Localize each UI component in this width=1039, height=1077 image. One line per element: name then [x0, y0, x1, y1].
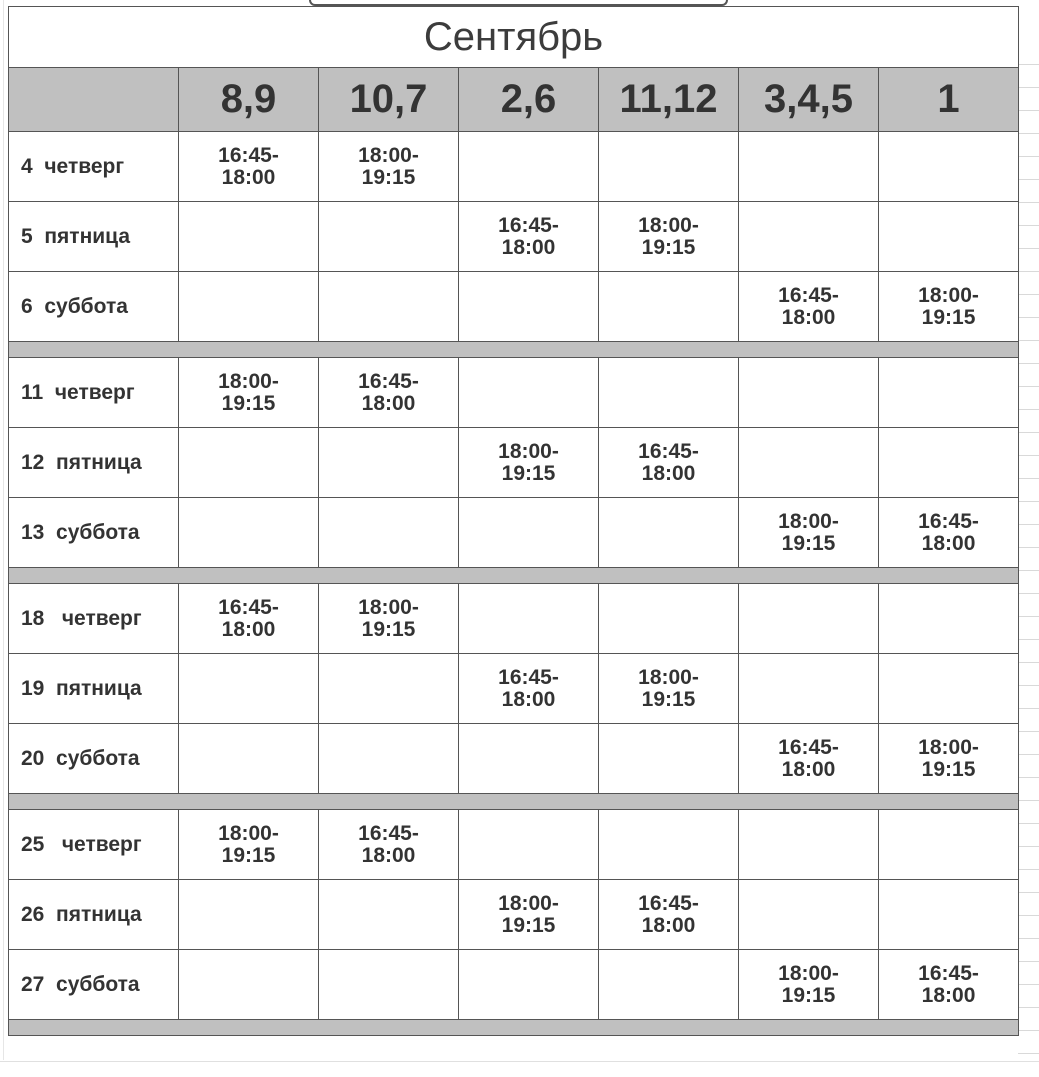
- time-slot-cell: [879, 950, 1019, 1020]
- table-row: [9, 654, 1019, 724]
- time-slot-text: 18:00: [641, 461, 696, 485]
- sheet-gridline: [1018, 478, 1039, 479]
- time-slot-text: 19:15: [501, 461, 556, 485]
- empty-cell: [319, 950, 459, 1020]
- sheet-gridline: [1018, 225, 1039, 226]
- sheet-gridline: [1018, 1053, 1039, 1054]
- week-separator-cell: [9, 342, 1019, 358]
- schedule-table: [8, 6, 1019, 1036]
- time-slot-text: 19:15: [921, 757, 976, 781]
- sheet-gridline: [1018, 961, 1039, 962]
- sheet-gridline: [1018, 363, 1039, 364]
- table-row: [9, 950, 1019, 1020]
- group-header-cell: 10,7: [319, 68, 459, 132]
- time-slot-cell: [599, 880, 739, 950]
- time-slot-cell: [599, 654, 739, 724]
- empty-cell: [319, 272, 459, 342]
- time-slot-text: 16:45-: [358, 369, 419, 393]
- time-slot-text: 16:45-: [918, 509, 979, 533]
- sheet-gridline: [1018, 731, 1039, 732]
- sheet-gridline: [1018, 248, 1039, 249]
- time-slot-text: 18:00-: [358, 595, 419, 619]
- sheet-gridline: [1018, 133, 1039, 134]
- time-slot-text: 19:15: [921, 305, 976, 329]
- empty-cell: [879, 880, 1019, 950]
- sheet-gridline: [1018, 708, 1039, 709]
- time-slot-cell: [599, 428, 739, 498]
- time-slot-text: 18:00: [501, 687, 556, 711]
- time-slot-text: 18:00-: [918, 735, 979, 759]
- empty-cell: [879, 428, 1019, 498]
- time-slot-text: 18:00-: [498, 891, 559, 915]
- sheet-gridline: [1018, 294, 1039, 295]
- time-slot-text: 18:00: [781, 305, 836, 329]
- sheet-gridline: [1018, 340, 1039, 341]
- week-separator: [9, 1020, 1019, 1036]
- time-slot-text: 16:45-: [918, 961, 979, 985]
- sheet-gridline: [1018, 271, 1039, 272]
- day-label: 25 четверг: [9, 810, 179, 880]
- empty-cell: [179, 880, 319, 950]
- time-slot-text: 18:00-: [218, 821, 279, 845]
- day-label: 12 пятница: [9, 428, 179, 498]
- time-slot-cell: [179, 810, 319, 880]
- empty-cell: [459, 358, 599, 428]
- week-separator-cell: [9, 568, 1019, 584]
- empty-cell: [599, 950, 739, 1020]
- time-slot-text: 19:15: [221, 391, 276, 415]
- empty-cell: [879, 654, 1019, 724]
- table-row: [9, 810, 1019, 880]
- sheet-gridline: [1018, 892, 1039, 893]
- day-label: 4 четверг: [9, 132, 179, 202]
- time-slot-text: 19:15: [501, 913, 556, 937]
- sheet-gridline: [1018, 639, 1039, 640]
- empty-cell: [879, 584, 1019, 654]
- time-slot-text: 18:00: [641, 913, 696, 937]
- sheet-gridline: [1018, 846, 1039, 847]
- time-slot-text: 16:45-: [778, 283, 839, 307]
- empty-cell: [459, 724, 599, 794]
- empty-cell: [739, 202, 879, 272]
- time-slot-text: 18:00-: [498, 439, 559, 463]
- time-slot-cell: [879, 272, 1019, 342]
- empty-cell: [879, 132, 1019, 202]
- group-header-cell: 1: [879, 68, 1019, 132]
- week-separator-cell: [9, 794, 1019, 810]
- sheet-gridline: [1018, 823, 1039, 824]
- day-label: 27 суббота: [9, 950, 179, 1020]
- time-slot-text: 16:45-: [358, 821, 419, 845]
- time-slot-text: 18:00-: [918, 283, 979, 307]
- empty-cell: [599, 132, 739, 202]
- empty-cell: [599, 810, 739, 880]
- page-title: Сентябрь: [9, 7, 1019, 68]
- day-label: 6 суббота: [9, 272, 179, 342]
- sheet-gridline: [1018, 64, 1039, 65]
- time-slot-cell: [739, 272, 879, 342]
- sheet-gridline: [0, 1061, 1039, 1062]
- table-row: [9, 584, 1019, 654]
- day-label: 26 пятница: [9, 880, 179, 950]
- empty-cell: [739, 358, 879, 428]
- sheet-gridline: [1018, 570, 1039, 571]
- time-slot-cell: [879, 724, 1019, 794]
- empty-cell: [599, 584, 739, 654]
- time-slot-text: 19:15: [781, 531, 836, 555]
- empty-cell: [319, 428, 459, 498]
- table-row: [9, 880, 1019, 950]
- sheet-gridline: [1018, 524, 1039, 525]
- empty-cell: [179, 498, 319, 568]
- time-slot-cell: [879, 498, 1019, 568]
- empty-cell: [599, 724, 739, 794]
- sheet-gridline: [1018, 869, 1039, 870]
- time-slot-cell: [459, 654, 599, 724]
- empty-cell: [879, 202, 1019, 272]
- sheet-gridline: [1018, 593, 1039, 594]
- time-slot-cell: [179, 584, 319, 654]
- sheet-gridline: [1018, 1030, 1039, 1031]
- empty-cell: [179, 724, 319, 794]
- sheet-gridline: [1018, 110, 1039, 111]
- time-slot-cell: [739, 950, 879, 1020]
- sheet-gridline: [3, 0, 4, 1060]
- time-slot-text: 18:00: [781, 757, 836, 781]
- empty-cell: [319, 654, 459, 724]
- time-slot-text: 16:45-: [218, 595, 279, 619]
- time-slot-text: 16:45-: [638, 891, 699, 915]
- table-row: [9, 132, 1019, 202]
- table-row: [9, 498, 1019, 568]
- sheet-gridline: [1018, 777, 1039, 778]
- sheet-gridline: [1018, 685, 1039, 686]
- time-slot-text: 19:15: [361, 617, 416, 641]
- time-slot-text: 16:45-: [218, 143, 279, 167]
- day-label: 18 четверг: [9, 584, 179, 654]
- time-slot-text: 16:45-: [778, 735, 839, 759]
- empty-cell: [739, 584, 879, 654]
- sheet-gridline: [1018, 179, 1039, 180]
- empty-cell: [739, 880, 879, 950]
- time-slot-text: 18:00: [221, 617, 276, 641]
- time-slot-cell: [459, 880, 599, 950]
- week-separator: [9, 794, 1019, 810]
- table-row: [9, 272, 1019, 342]
- empty-cell: [179, 654, 319, 724]
- day-label: 5 пятница: [9, 202, 179, 272]
- empty-cell: [599, 272, 739, 342]
- sheet-gridline: [1018, 754, 1039, 755]
- empty-cell: [179, 202, 319, 272]
- empty-cell: [739, 810, 879, 880]
- empty-cell: [459, 950, 599, 1020]
- day-label: 19 пятница: [9, 654, 179, 724]
- table-row: [9, 428, 1019, 498]
- week-separator: [9, 342, 1019, 358]
- sheet-gridline: [1018, 501, 1039, 502]
- group-header-cell: 2,6: [459, 68, 599, 132]
- time-slot-text: 18:00-: [358, 143, 419, 167]
- time-slot-cell: [319, 584, 459, 654]
- sheet-gridline: [1018, 984, 1039, 985]
- empty-cell: [739, 654, 879, 724]
- sheet-gridline: [1018, 87, 1039, 88]
- time-slot-text: 19:15: [641, 235, 696, 259]
- time-slot-cell: [459, 202, 599, 272]
- empty-cell: [179, 428, 319, 498]
- empty-cell: [459, 132, 599, 202]
- day-label: 13 суббота: [9, 498, 179, 568]
- day-label: 20 суббота: [9, 724, 179, 794]
- time-slot-text: 18:00-: [218, 369, 279, 393]
- table-row: [9, 202, 1019, 272]
- time-slot-cell: [319, 358, 459, 428]
- empty-cell: [319, 880, 459, 950]
- time-slot-cell: [599, 202, 739, 272]
- time-slot-text: 18:00: [501, 235, 556, 259]
- time-slot-cell: [739, 724, 879, 794]
- group-header-cell: 3,4,5: [739, 68, 879, 132]
- empty-cell: [459, 810, 599, 880]
- sheet-gridline: [1018, 547, 1039, 548]
- empty-cell: [879, 810, 1019, 880]
- sheet-gridline: [1018, 455, 1039, 456]
- time-slot-text: 18:00: [921, 531, 976, 555]
- sheet-gridline: [1018, 432, 1039, 433]
- time-slot-cell: [179, 132, 319, 202]
- week-separator: [9, 568, 1019, 584]
- sheet-gridlines: [1018, 0, 1039, 1077]
- empty-cell: [879, 358, 1019, 428]
- empty-cell: [739, 132, 879, 202]
- week-separator-cell: [9, 1020, 1019, 1036]
- sheet-gridline: [1018, 800, 1039, 801]
- sheet-gridline: [1018, 915, 1039, 916]
- time-slot-text: 16:45-: [498, 665, 559, 689]
- time-slot-text: 18:00: [361, 391, 416, 415]
- time-slot-text: 16:45-: [498, 213, 559, 237]
- table-row: [9, 724, 1019, 794]
- time-slot-cell: [319, 132, 459, 202]
- time-slot-text: 18:00-: [778, 509, 839, 533]
- time-slot-cell: [739, 498, 879, 568]
- sheet-gridline: [1018, 616, 1039, 617]
- time-slot-text: 18:00-: [638, 213, 699, 237]
- day-label: 11 четверг: [9, 358, 179, 428]
- sheet-gridline: [1018, 938, 1039, 939]
- time-slot-text: 18:00: [921, 983, 976, 1007]
- empty-cell: [319, 724, 459, 794]
- empty-cell: [459, 498, 599, 568]
- time-slot-text: 18:00: [361, 843, 416, 867]
- empty-cell: [599, 358, 739, 428]
- empty-cell: [179, 950, 319, 1020]
- time-slot-cell: [459, 428, 599, 498]
- group-header-cell: 11,12: [599, 68, 739, 132]
- time-slot-text: 18:00-: [638, 665, 699, 689]
- sheet-gridline: [1018, 156, 1039, 157]
- time-slot-text: 18:00: [221, 165, 276, 189]
- empty-cell: [459, 272, 599, 342]
- sheet-gridline: [1018, 409, 1039, 410]
- empty-cell: [599, 498, 739, 568]
- empty-cell: [459, 584, 599, 654]
- empty-cell: [319, 498, 459, 568]
- group-header-cell: 8,9: [179, 68, 319, 132]
- sheet-gridline: [1018, 662, 1039, 663]
- time-slot-text: 19:15: [641, 687, 696, 711]
- sheet-gridline: [1018, 386, 1039, 387]
- time-slot-text: 19:15: [361, 165, 416, 189]
- schedule-body: [9, 132, 1019, 1036]
- sheet-gridline: [1018, 202, 1039, 203]
- time-slot-text: 19:15: [221, 843, 276, 867]
- time-slot-text: 19:15: [781, 983, 836, 1007]
- time-slot-text: 16:45-: [638, 439, 699, 463]
- empty-cell: [179, 272, 319, 342]
- time-slot-cell: [179, 358, 319, 428]
- sheet-gridline: [1018, 1007, 1039, 1008]
- empty-cell: [319, 202, 459, 272]
- time-slot-text: 18:00-: [778, 961, 839, 985]
- table-row: [9, 358, 1019, 428]
- corner-header-cell: [9, 68, 179, 132]
- sheet-gridline: [1018, 317, 1039, 318]
- empty-cell: [739, 428, 879, 498]
- time-slot-cell: [319, 810, 459, 880]
